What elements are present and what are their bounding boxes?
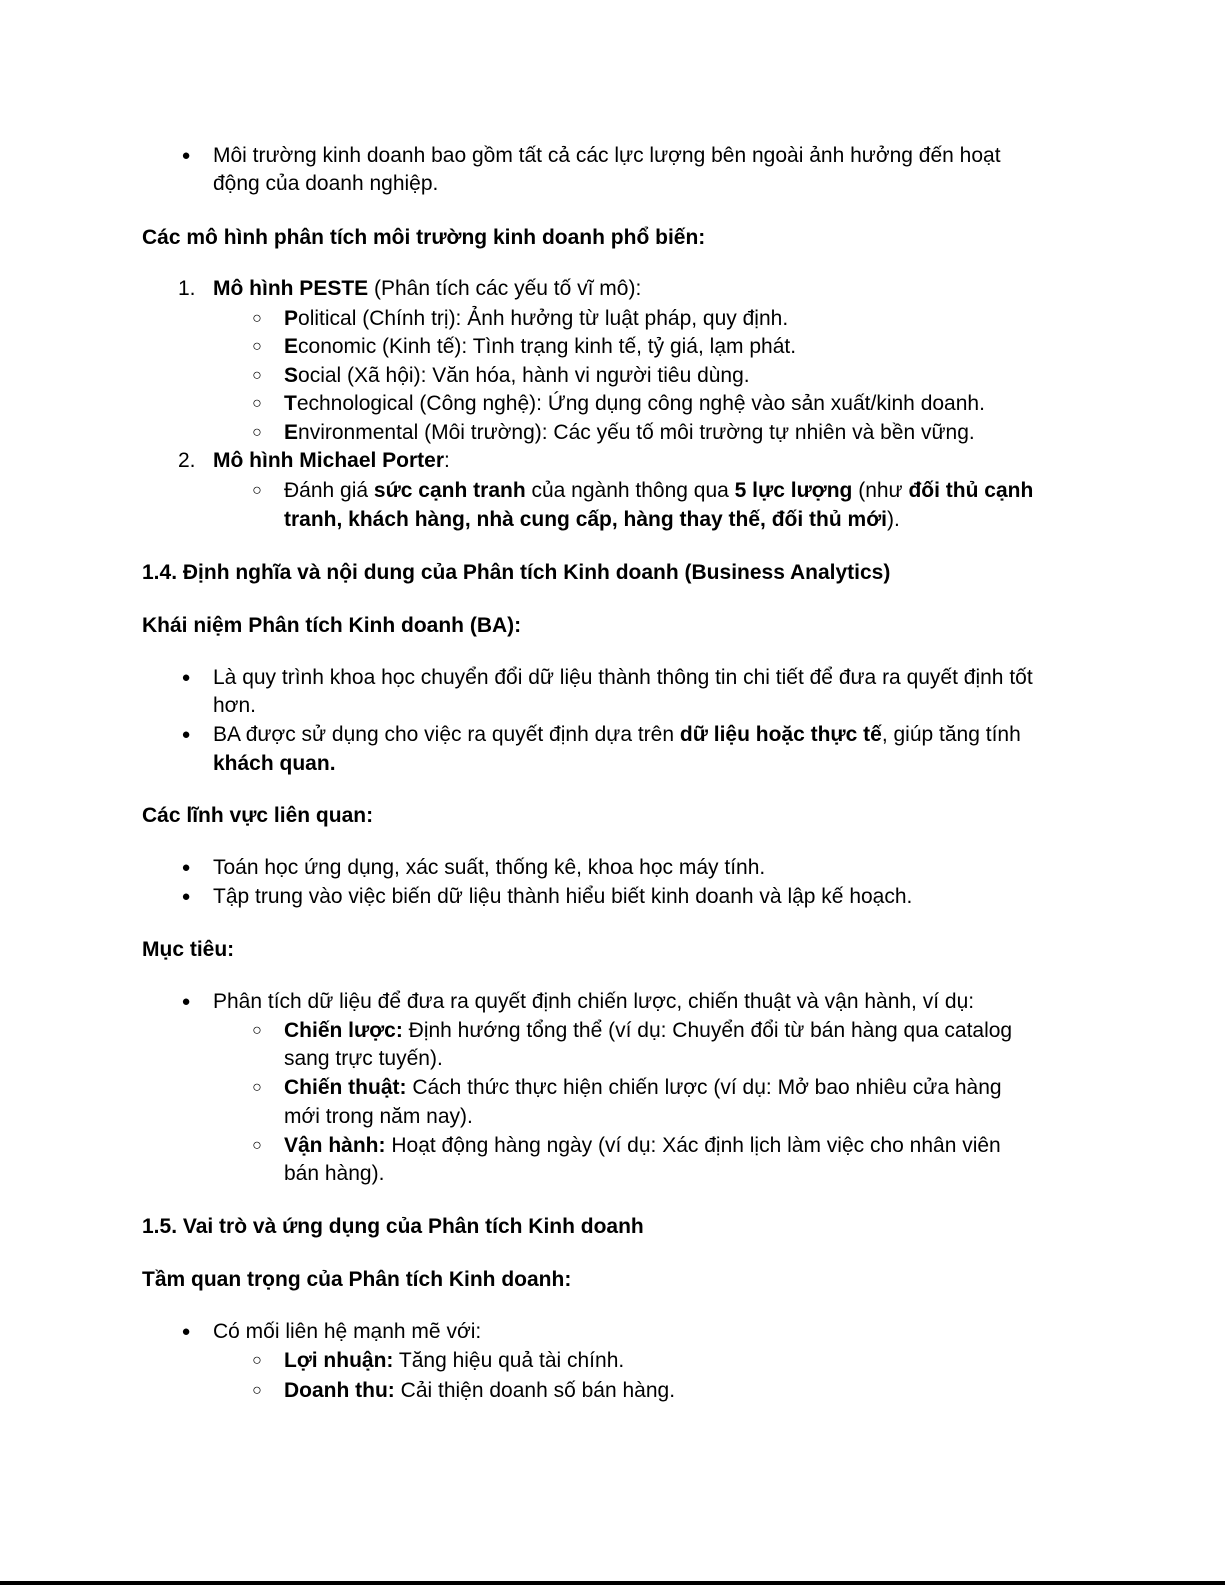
operations-line-2: bán hàng). <box>284 1162 385 1185</box>
porter-line-1 <box>284 476 1033 505</box>
bold-text: đối thủ cạnh <box>908 479 1034 502</box>
peste-desc: (Phân tích các yếu tố vĩ mô): <box>368 277 642 300</box>
text: của ngành thông qua <box>525 479 735 502</box>
peste-item-text: conomic (Kinh tế): Tình trạng kinh tế, tỷ giá, lạm phát. <box>298 335 797 358</box>
sub-bullet-icon: ○ <box>252 1079 262 1096</box>
ba-bullet-1-line-1: Là quy trình khoa học chuyển đổi dữ liệu thành thông tin chi tiết để đưa ra quyết định tốt <box>213 666 1033 689</box>
section-heading-1-4: 1.4. Định nghĩa và nội dung của Phân tích Kinh doanh (Business Analytics) <box>142 561 891 584</box>
bullet-icon: ● <box>181 888 191 905</box>
peste-letter: E <box>284 421 299 444</box>
models-heading: Các mô hình phân tích môi trường kinh doanh phổ biến: <box>142 226 706 249</box>
ba-bullet-2-line-1 <box>213 720 1021 749</box>
operations-label: Vận hành: <box>284 1134 386 1157</box>
peste-item-text: echnological (Công nghệ): Ứng dụng công nghệ vào sản xuất/kinh doanh. <box>296 392 985 415</box>
tactic-label: Chiến thuật: <box>284 1076 407 1099</box>
ba-bullet-1-line-2: hơn. <box>213 694 256 717</box>
sub-bullet-icon: ○ <box>252 395 262 412</box>
bullet-icon: ● <box>181 1323 191 1340</box>
profit-label: Lợi nhuận: <box>284 1349 394 1372</box>
peste-item-technological <box>284 389 985 418</box>
related-field-item: Tập trung vào việc biến dữ liệu thành hiểu biết kinh doanh và lập kế hoạch. <box>213 885 913 908</box>
bold-text: tranh, khách hàng, nhà cung cấp, hàng thay thế, đối thủ mới <box>284 508 887 531</box>
sub-bullet-icon: ○ <box>252 1352 262 1369</box>
profit-line <box>284 1346 624 1375</box>
page-bottom-border <box>0 1581 1225 1585</box>
strategy-line-1 <box>284 1016 1012 1045</box>
strategy-label: Chiến lược: <box>284 1019 403 1042</box>
text: (như <box>852 479 909 502</box>
sub-bullet-icon: ○ <box>252 1137 262 1154</box>
bullet-icon: ● <box>181 147 191 164</box>
peste-letter: E <box>284 335 299 358</box>
objectives-intro: Phân tích dữ liệu để đưa ra quyết định chiến lược, chiến thuật và vận hành, ví dụ: <box>213 990 975 1013</box>
peste-item-text: olitical (Chính trị): Ảnh hưởng từ luật pháp, quy định. <box>298 307 789 330</box>
peste-item-political <box>284 304 788 333</box>
text: Tăng hiệu quả tài chính. <box>393 1349 625 1372</box>
ba-concept-heading: Khái niệm Phân tích Kinh doanh (BA): <box>142 614 522 637</box>
peste-title-line <box>213 274 641 303</box>
text: Cải thiện doanh số bán hàng. <box>394 1379 676 1402</box>
list-number-1: 1. <box>178 277 196 300</box>
bullet-icon: ● <box>181 726 191 743</box>
text: Hoạt động hàng ngày (ví dụ: Xác định lịch làm việc cho nhân viên <box>385 1134 1001 1157</box>
peste-title: Mô hình PESTE <box>213 277 369 300</box>
peste-letter: S <box>284 364 299 387</box>
operations-line-1 <box>284 1131 1001 1160</box>
text: Cách thức thực hiện chiến lược (ví dụ: Mở bao nhiêu cửa hàng <box>406 1076 1002 1099</box>
peste-item-text: ocial (Xã hội): Văn hóa, hành vi người tiêu dùng. <box>298 364 750 387</box>
text: Đánh giá <box>284 479 374 502</box>
sub-bullet-icon: ○ <box>252 424 262 441</box>
peste-letter: T <box>284 392 297 415</box>
porter-title-line <box>213 446 450 475</box>
peste-letter: P <box>284 307 299 330</box>
porter-title: Mô hình Michael Porter <box>213 449 445 472</box>
porter-line-2 <box>284 505 900 534</box>
revenue-label: Doanh thu: <box>284 1379 395 1402</box>
peste-item-social <box>284 361 750 390</box>
revenue-line <box>284 1376 675 1405</box>
bold-text: 5 lực lượng <box>734 479 853 502</box>
sub-bullet-icon: ○ <box>252 1382 262 1399</box>
bold-text: dữ liệu hoặc thực tế <box>679 723 882 746</box>
bold-text: sức cạnh tranh <box>373 479 526 502</box>
importance-heading: Tầm quan trọng của Phân tích Kinh doanh: <box>142 1268 572 1291</box>
intro-line-1: Môi trường kinh doanh bao gồm tất cả các lực lượng bên ngoài ảnh hưởng đến hoạt <box>213 144 1001 167</box>
peste-item-environmental <box>284 418 975 447</box>
porter-colon: : <box>444 449 450 472</box>
bullet-icon: ● <box>181 993 191 1010</box>
peste-item-text: nvironmental (Môi trường): Các yếu tố môi trường tự nhiên và bền vững. <box>298 421 975 444</box>
importance-intro: Có mối liên hệ mạnh mẽ với: <box>213 1320 482 1343</box>
objectives-heading: Mục tiêu: <box>142 938 235 961</box>
bullet-icon: ● <box>181 859 191 876</box>
sub-bullet-icon: ○ <box>252 310 262 327</box>
sub-bullet-icon: ○ <box>252 1022 262 1039</box>
text: Định hướng tổng thể (ví dụ: Chuyển đổi từ bán hàng qua catalog <box>402 1019 1013 1042</box>
bullet-icon: ● <box>181 669 191 686</box>
related-field-item: Toán học ứng dụng, xác suất, thống kê, khoa học máy tính. <box>213 856 766 879</box>
intro-line-2: động của doanh nghiệp. <box>213 172 439 195</box>
text: BA được sử dụng cho việc ra quyết định dựa trên <box>213 723 680 746</box>
tactic-line-2: mới trong năm nay). <box>284 1105 473 1128</box>
sub-bullet-icon: ○ <box>252 338 262 355</box>
section-heading-1-5: 1.5. Vai trò và ứng dụng của Phân tích Kinh doanh <box>142 1215 644 1238</box>
text: ). <box>886 508 900 531</box>
related-fields-heading: Các lĩnh vực liên quan: <box>142 804 374 827</box>
strategy-line-2: sang trực tuyến). <box>284 1047 443 1070</box>
text: , giúp tăng tính <box>881 723 1021 746</box>
list-number-2: 2. <box>178 449 196 472</box>
tactic-line-1 <box>284 1073 1002 1102</box>
sub-bullet-icon: ○ <box>252 367 262 384</box>
ba-bullet-2-line-2: khách quan. <box>213 752 336 775</box>
peste-item-economic <box>284 332 796 361</box>
sub-bullet-icon: ○ <box>252 482 262 499</box>
